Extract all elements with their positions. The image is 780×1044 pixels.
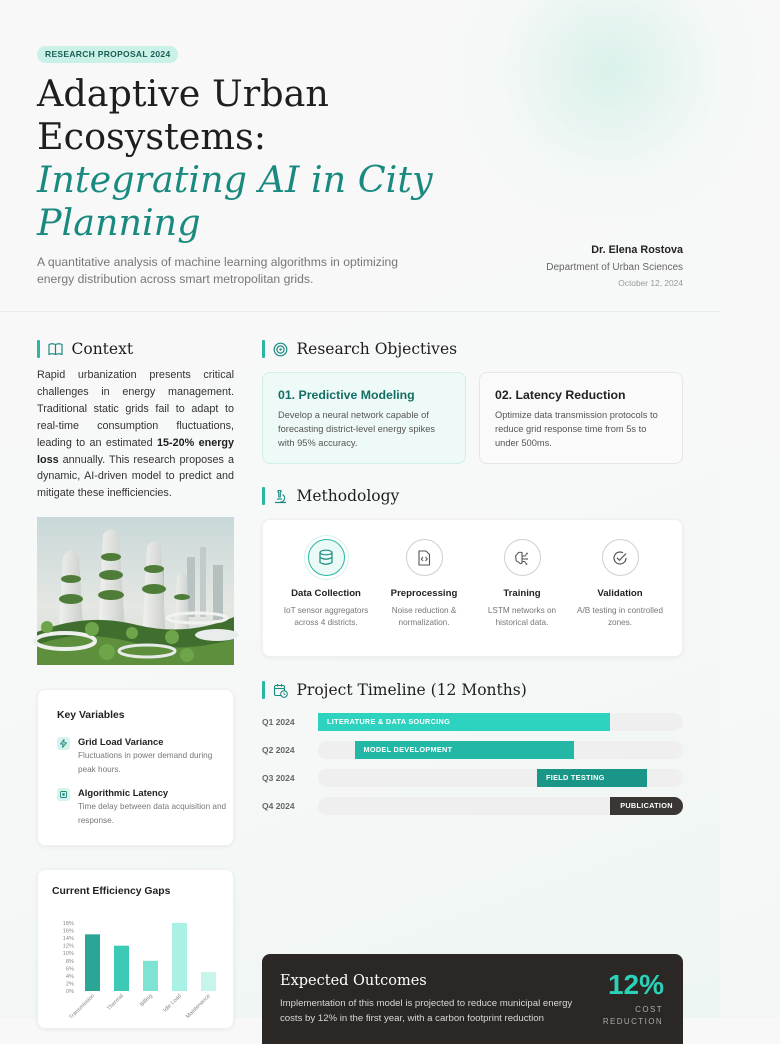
methodology-step bbox=[378, 539, 470, 629]
y-tick-label: 18% bbox=[62, 921, 74, 927]
timeline-track bbox=[318, 741, 683, 759]
y-tick-label: 10% bbox=[62, 951, 74, 958]
timeline-bar: LITERATURE & DATA SOURCING bbox=[318, 713, 610, 731]
proposal-badge: RESEARCH PROPOSAL 2024 bbox=[37, 46, 178, 63]
step-description: LSTM networks on historical data. bbox=[487, 606, 557, 627]
x-tick-label: Idle Load bbox=[162, 993, 183, 1014]
stat-label-line-1: COST bbox=[635, 1005, 663, 1014]
lightning-icon bbox=[57, 737, 70, 750]
x-tick-label: Billing bbox=[139, 993, 154, 1008]
page-title bbox=[37, 72, 457, 244]
section-title: Methodology bbox=[296, 487, 400, 505]
x-tick-label: Transmission bbox=[68, 993, 96, 1021]
target-icon bbox=[273, 341, 289, 357]
variable-description: Time delay between data acquisition and response. bbox=[78, 802, 227, 825]
calendar-clock-icon bbox=[273, 682, 289, 698]
variable-description: Fluctuations in power demand during peak hours. bbox=[78, 751, 213, 774]
bar-thermal bbox=[114, 946, 129, 991]
methodology-card bbox=[262, 519, 683, 657]
timeline-header bbox=[262, 681, 527, 699]
y-tick-label: 16% bbox=[62, 928, 74, 935]
objective-card bbox=[262, 372, 466, 464]
stat-label-line-2: REDUCTION bbox=[602, 1017, 663, 1026]
timeline-bar: MODEL DEVELOPMENT bbox=[355, 741, 574, 759]
methodology-step bbox=[280, 539, 372, 629]
step-name: Training bbox=[503, 588, 541, 599]
author-department: Department of Urban Sciences bbox=[546, 262, 683, 273]
outcome-stat-label bbox=[603, 1004, 663, 1028]
key-variable-item bbox=[57, 736, 227, 777]
section-accent-bar bbox=[262, 487, 265, 505]
book-icon bbox=[48, 341, 64, 357]
y-tick-label: 0% bbox=[65, 989, 74, 995]
efficiency-chart-card bbox=[37, 869, 234, 1029]
step-description: IoT sensor aggregators across 4 districts. bbox=[283, 606, 369, 627]
chip-icon bbox=[57, 788, 70, 801]
timeline-track bbox=[318, 769, 683, 787]
code-file-icon bbox=[406, 539, 443, 576]
timeline-quarter: Q4 2024 bbox=[262, 801, 295, 811]
efficiency-bar-chart bbox=[38, 870, 235, 1030]
step-name: Data Collection bbox=[291, 588, 361, 599]
y-tick-label: 14% bbox=[62, 936, 74, 943]
section-title: Research Objectives bbox=[296, 340, 458, 358]
y-tick-label: 8% bbox=[65, 958, 74, 965]
timeline-bar: FIELD TESTING bbox=[537, 769, 647, 787]
timeline-row bbox=[262, 741, 683, 759]
objective-title: 01. Predictive Modeling bbox=[278, 388, 415, 402]
context-highlight: 15-20% energy loss bbox=[37, 436, 234, 466]
variable-name: Algorithmic Latency bbox=[78, 787, 169, 798]
section-accent-bar bbox=[262, 340, 265, 358]
page-subtitle: A quantitative analysis of machine learning algorithms in optimizing energy distribution across smart metropolitan grids. bbox=[37, 255, 399, 286]
variable-name: Grid Load Variance bbox=[78, 736, 164, 747]
microscope-icon bbox=[273, 488, 289, 504]
timeline-bar: PUBLICATION bbox=[610, 797, 683, 815]
publication-date: October 12, 2024 bbox=[618, 278, 683, 288]
methodology-step bbox=[476, 539, 568, 629]
timeline-row bbox=[262, 713, 683, 731]
context-header bbox=[37, 340, 133, 358]
key-variables-card bbox=[37, 689, 234, 846]
methodology-step bbox=[574, 539, 666, 629]
timeline-quarter: Q2 2024 bbox=[262, 745, 295, 755]
expected-outcomes-panel bbox=[262, 954, 683, 1044]
section-accent-bar bbox=[262, 681, 265, 699]
bar-maintenance bbox=[201, 972, 216, 991]
author-name: Dr. Elena Rostova bbox=[591, 244, 683, 256]
section-title: Context bbox=[71, 340, 134, 358]
bar-billing bbox=[143, 961, 158, 991]
timeline-quarter: Q3 2024 bbox=[262, 773, 295, 783]
outcomes-text: Implementation of this model is projected to reduce municipal energy costs by 12% in the first year, with a carbon footprint reduction bbox=[280, 998, 573, 1024]
chart-title: Current Efficiency Gaps bbox=[52, 886, 171, 897]
section-accent-bar bbox=[37, 340, 40, 358]
title-line-2: Ecosystems: bbox=[37, 115, 267, 158]
database-icon bbox=[308, 539, 345, 576]
hero-header bbox=[0, 0, 720, 312]
timeline-row bbox=[262, 769, 683, 787]
brain-icon bbox=[504, 539, 541, 576]
timeline-track bbox=[318, 713, 683, 731]
y-tick-label: 6% bbox=[65, 966, 74, 973]
section-title: Project Timeline (12 Months) bbox=[296, 681, 527, 699]
timeline-row bbox=[262, 797, 683, 815]
y-tick-label: 4% bbox=[65, 973, 74, 980]
key-variables-title: Key Variables bbox=[57, 710, 125, 721]
x-tick-label: Thermal bbox=[106, 993, 125, 1012]
step-description: A/B testing in controlled zones. bbox=[576, 606, 664, 627]
context-paragraph bbox=[37, 367, 234, 502]
title-line-1: Adaptive Urban bbox=[37, 72, 329, 115]
objective-description: Optimize data transmission protocols to reduce grid response time from 5s to under 500ms. bbox=[495, 410, 658, 448]
y-tick-label: 12% bbox=[62, 943, 74, 950]
step-name: Preprocessing bbox=[390, 588, 458, 599]
context-text-start: Rapid urbanization presents critical challenges in energy management. Traditional static grids fail to adapt to real-time consumption fluctuations, leading to an estimated bbox=[37, 369, 234, 449]
objective-title: 02. Latency Reduction bbox=[495, 388, 626, 402]
objective-description: Develop a neural network capable of forecasting district-level energy spikes with 95% accuracy. bbox=[278, 410, 436, 448]
title-accent-line-1: Integrating AI in City bbox=[37, 158, 433, 201]
check-circle-icon bbox=[602, 539, 639, 576]
x-tick-label: Maintenance bbox=[185, 993, 212, 1021]
step-name: Validation bbox=[597, 588, 643, 599]
bar-transmission bbox=[85, 934, 100, 991]
city-illustration bbox=[37, 517, 234, 665]
objectives-header bbox=[262, 340, 457, 358]
author-block bbox=[546, 244, 683, 288]
outcomes-title: Expected Outcomes bbox=[280, 973, 427, 989]
key-variable-item bbox=[57, 787, 227, 828]
timeline-track bbox=[318, 797, 683, 815]
outcome-stat: 12% bbox=[607, 969, 664, 1000]
hero-glow bbox=[440, 0, 780, 220]
objective-card bbox=[479, 372, 683, 464]
context-text-end: annually. This research proposes a dynamic, AI-driven model to predict and mitigate these inefficiencies. bbox=[37, 453, 234, 500]
title-accent-line-2: Planning bbox=[37, 201, 201, 244]
y-tick-label: 2% bbox=[65, 981, 74, 988]
bar-idle-load bbox=[172, 923, 187, 991]
methodology-header bbox=[262, 487, 399, 505]
step-description: Noise reduction & normalization. bbox=[391, 606, 457, 627]
timeline-quarter: Q1 2024 bbox=[262, 717, 295, 727]
